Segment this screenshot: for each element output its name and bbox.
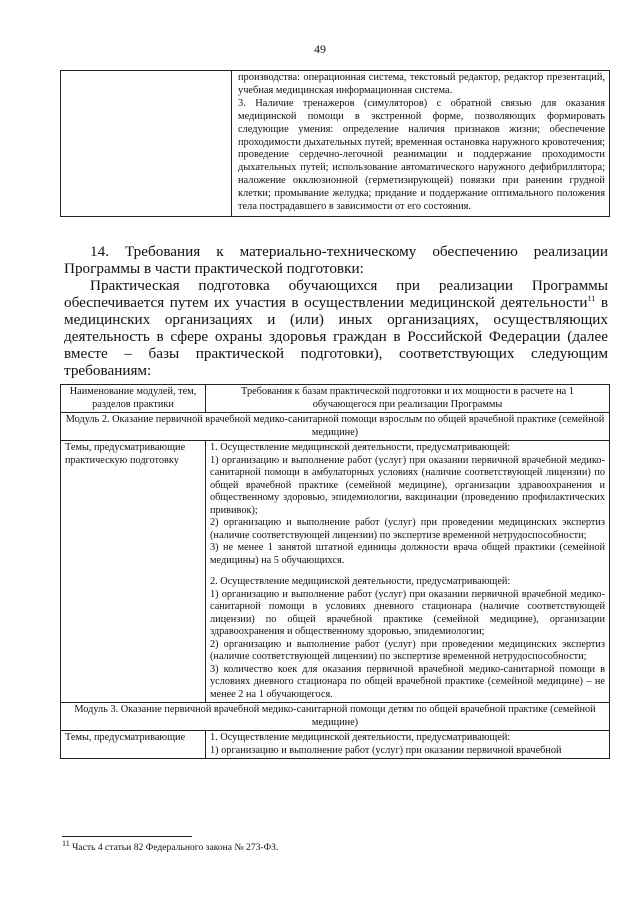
- footnote-number: 11: [62, 838, 70, 848]
- module-row: [61, 703, 610, 731]
- paragraph-text-start: Практическая подготовка обучающихся при реализации Программы обеспечивается путем их участия в осуществлении медицинской деятельности: [64, 277, 608, 311]
- requirement-line: 1. Осуществление медицинской деятельности, предусматривающей:: [210, 732, 511, 743]
- topics-cell: Темы, предусматривающие практическую подготовку: [61, 441, 206, 703]
- requirement-line: 2) организацию и выполнение работ (услуг) при проведении медицинских экспертиз (наличие соответствующей лицензии) по экспертизе временной нетрудоспособности;: [210, 517, 605, 541]
- module-3-title: Модуль 3. Оказание первичной врачебной медико-санитарной помощи детям по общей врачебной практике (семейной медицине): [61, 703, 610, 731]
- continued-table-right-cell: [232, 71, 610, 217]
- requirement-line: 3) не менее 1 занятой штатной единицы должности врача общей практики (семейной медицины) на 5 обучающихся.: [210, 542, 605, 566]
- requirement-line: 1) организацию и выполнение работ (услуг) при оказании первичной врачебной медико-санитарной помощи в амбулаторных условиях (наличие соответствующей лицензии) по общей врачебной практике (семейной медицине), организации здравоохранения и общественному здоровью, эпидемиологии, вакцинации (проведению профилактических прививок);: [210, 454, 605, 516]
- header-modules: Наименование модулей, тем, разделов практики: [61, 385, 206, 413]
- requirement-line: 2. Осуществление медицинской деятельности, предусматривающей:: [210, 576, 511, 587]
- module-row: [61, 413, 610, 441]
- table-row: [61, 441, 610, 703]
- table-row: [61, 731, 610, 759]
- footnote-reference: 11: [587, 293, 596, 303]
- continued-table: [60, 70, 610, 217]
- table-header-row: [61, 385, 610, 413]
- requirements-table: [60, 384, 610, 759]
- simulators-requirement: 3. Наличие тренажеров (симуляторов) с обратной связью для оказания медицинской помощи в экстренной форме, позволяющих формировать следующие умения: определение наличия признаков жизни; обеспечение проходимости дыхательных путей; временная остановка наружного кровотечения; проведение сердечно-легочной реанимации и поддержание проходимости дыхательных путей; использование автоматического наружного дефибриллятора; наложение окклюзионной (герметизирующей) повязки при ранении грудной клетки; промывание желудка; придание и поддержание оптимального положения тела пострадавшего в зависимости от его состояния.: [238, 97, 605, 213]
- requirement-line: 2) организацию и выполнение работ (услуг) при проведении медицинских экспертиз (наличие соответствующей лицензии) по экспертизе временной нетрудоспособности;: [210, 638, 605, 662]
- footnote-text: Часть 4 статьи 82 Федерального закона № 273-ФЗ.: [69, 842, 279, 853]
- practical-training-paragraph: [64, 277, 608, 379]
- requirements-cell: [206, 731, 610, 759]
- continued-text-line: производства: операционная система, текстовый редактор, редактор презентаций, учебная медицинская информационная система.: [238, 72, 605, 96]
- requirement-line: 1) организацию и выполнение работ (услуг) при оказании первичной врачебной: [210, 744, 562, 756]
- paragraph-text-end: в медицинских организациях и (или) иных организациях, осуществляющих деятельность в сфере охраны здоровья граждан в Российской Федерации (далее вместе – базы практической подготовки), соответствующих следующим требованиям:: [64, 294, 608, 379]
- footnote: [62, 838, 279, 853]
- section-14-heading: 14. Требования к материально-техническому обеспечению реализации Программы в части практической подготовки:: [64, 243, 608, 277]
- continued-table-left-cell: [61, 71, 232, 217]
- requirement-line: 1. Осуществление медицинской деятельности, предусматривающей:: [210, 442, 511, 453]
- module-2-title: Модуль 2. Оказание первичной врачебной медико-санитарной помощи взрослым по общей врачебной практике (семейной медицине): [61, 413, 610, 441]
- requirement-line: 3) количество коек для оказания первичной врачебной медико-санитарной помощи в условиях дневного стационара по общей врачебной практике (семейной медицине) – не менее 2 на 1 обучающегося.: [210, 663, 605, 700]
- requirements-cell: [206, 441, 610, 703]
- requirement-line: 1) организацию и выполнение работ (услуг) при оказании первичной врачебной медико-санитарной помощи в условиях дневного стационара (наличие соответствующей лицензии) по общей врачебной практике (семейной медицине), организации здравоохранения и общественному здоровью, эпидемиологии;: [210, 588, 605, 637]
- footnote-separator: [62, 836, 192, 837]
- page-number: 49: [314, 42, 326, 56]
- topics-cell: Темы, предусматривающие: [61, 731, 206, 759]
- header-requirements: Требования к базам практической подготовки и их мощности в расчете на 1 обучающегося при реализации Программы: [206, 385, 610, 413]
- block-gap: [210, 567, 605, 576]
